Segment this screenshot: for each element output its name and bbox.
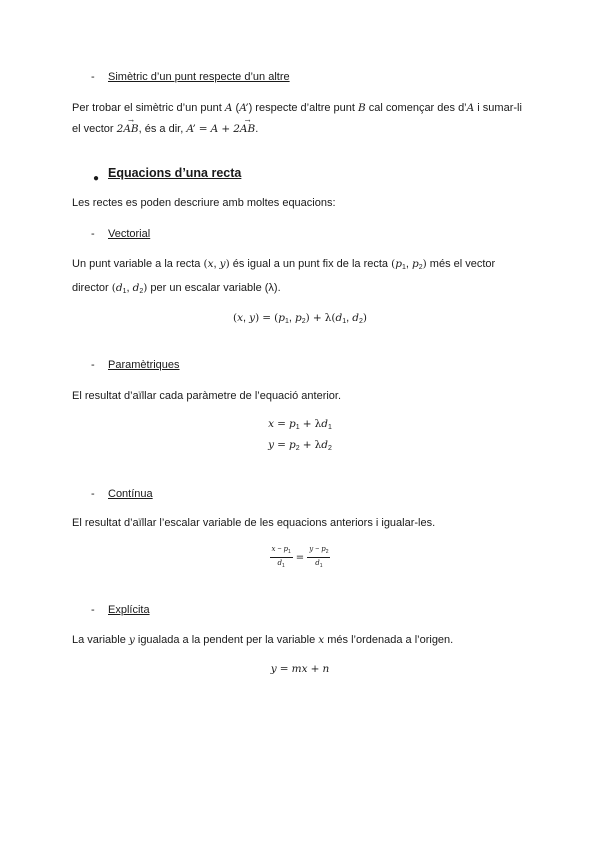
paragraph-continua: El resultat d’aïllar l’escalar variable de les equacions anteriors i igualar-les.: [72, 517, 436, 529]
equation-explicita: y = mx + n: [270, 663, 330, 675]
paragraph-line: Per trobar el simètric d’un punt A (A’) respecte d’altre punt B cal començar des d’A i sumar-li: [72, 102, 522, 114]
paragraph-vectorial: [72, 254, 495, 302]
subsection-title-continua: Contínua: [108, 488, 153, 500]
equation-parametric-x: $x = p_1 + \lambda d_1$: [268, 418, 332, 431]
list-dash: -: [91, 71, 95, 83]
paragraph-line: director ($d_1$, $d_2$) per un escalar variable (λ).: [72, 282, 281, 295]
paragraph-line: Un punt variable a la recta (x, y) és igual a un punt fix de la recta ($p_1$, $p_2$) més el vector: [72, 258, 496, 271]
list-dash: -: [91, 228, 95, 240]
paragraph-explicita: La variable y igualada a la pendent per la variable x més l’ordenada a l’origen.: [72, 634, 454, 646]
list-dash: -: [91, 488, 95, 500]
paragraph-parametriques: El resultat d’aïllar cada paràmetre de l’equació anterior.: [72, 390, 342, 402]
subsection-title-parametriques: Paramètriques: [108, 359, 180, 371]
paragraph-line: el vector 2→ AB, és a dir, A’ = A + 2→ AB.: [72, 119, 522, 140]
section-heading-equacions: Equacions d’una recta: [108, 166, 242, 180]
list-dash: -: [91, 604, 95, 616]
list-dash: -: [91, 359, 95, 371]
equation-continua: $\frac{x - p_1}{d_1}$ = $\frac{y - p_2}{d_1}$: [271, 545, 329, 569]
bullet-icon: ●: [93, 173, 100, 184]
subsection-title-simetric: Simètric d’un punt respecte d’un altre: [108, 71, 290, 83]
equation-parametric-y: $y = p_2 + \lambda d_2$: [268, 439, 332, 452]
paragraph-simetric: [72, 98, 522, 140]
fraction-right: $\frac{y - p_2}{d_1}$: [309, 545, 329, 569]
subsection-title-vectorial: Vectorial: [108, 228, 151, 240]
intro-text: Les rectes es poden descriure amb moltes equacions:: [72, 197, 336, 209]
subsection-title-explicita: Explícita: [108, 604, 150, 616]
equation-vectorial: (x, $y) = (p_1$, $p_2) + \lambda(d_1$, $d_2$): [233, 312, 367, 325]
fraction-left: $\frac{x - p_1}{d_1}$: [271, 545, 291, 569]
